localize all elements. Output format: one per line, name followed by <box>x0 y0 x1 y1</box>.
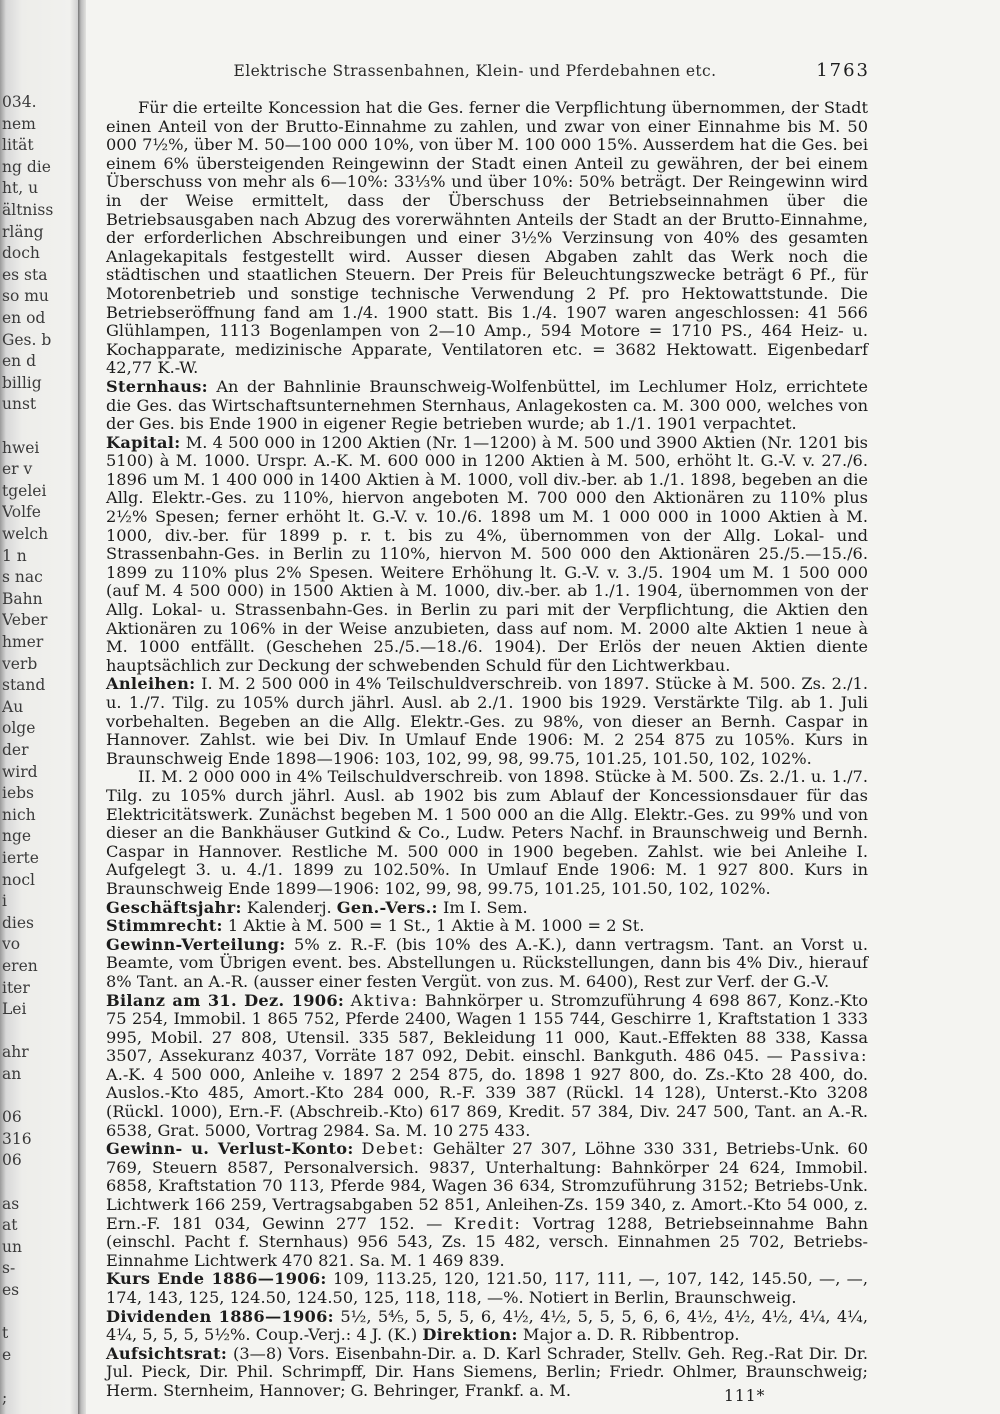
margin-fragment: iter <box>2 978 30 997</box>
margin-fragment: lität <box>2 136 34 155</box>
kapital-paragraph <box>106 434 868 676</box>
margin-fragment: t <box>2 1324 9 1343</box>
gewinn-verteilung-text: 5% z. R.-F. (bis 10% des A.-K.), dann vertragsm. Tant. an Vorst u. Beamte, vom Übrigen event. bes. Abstellungen u. Rückstellungen, dann bis 4% Div., hierauf 8% Tant. an A.-R. (ausser einer festen Vergüt. von zus. M. 6400), Rest zur Verf. der G.-V. <box>106 934 868 991</box>
signature-mark: 111* <box>724 1387 766 1405</box>
kapital-text: M. 4 500 000 in 1200 Aktien (Nr. 1—1200) à M. 500 und 3900 Aktien (Nr. 1201 bis 5100) à M. 1000. Urspr. A.-K. M. 600 000 in 1200 Aktien à M. 500, erhöht lt. G.-V. v. 27./6. 1896 um M. 1 400 000 in 1400 Aktien à M. 1000, voll div.-ber. ab 1./1. 1898, begeben an die Allg. Elektr.-Ges. zu 110%, hiervon angeboten M. 700 000 den Aktionären zu 110% plus 2½% Spesen; ferner erhöht lt. G.-V. v. 10./6. 1898 um M. 1 000 000 in 1000 Aktien à M. 1000, div.-ber. für 1899 p. r. t. bis zu 4%, übernommen von der Allg. Lokal- und Strassenbahn-Ges. in Berlin zu 110%, hiervon M. 500 000 den Aktionären 25./5.—15./6. 1899 zu 110% plus 2% Spesen. Weitere Erhöhung lt. G.-V. v. 3./5. 1904 um M. 1 500 000 (auf M. 4 500 000) in 1500 Aktien à M. 1000, div.-ber. ab 1./1. 1904, übernommen von der Allg. Lokal- u. Strassenbahn-Ges. in Berlin zu pari mit der Verpflichtung, die Aktien den Aktionären zu 106% in der Weise anzubieten, dass auf nom. M. 2000 alte Aktien 1 neue à M. 1000 entfällt. (Geschehen 25./5.—18./6. 1904). Der Erlös der neuen Aktien diente hauptsächlich zur Deckung der schwebenden Schuld für den Lichtwerkbau. <box>106 432 868 675</box>
kurs-text: 109, 113.25, 120, 121.50, 117, 111, —, 107, 142, 145.50, —, —, 174, 143, 125, 124.50, 124.50, 125, 118, 118, —%. Notiert in Berlin, Braunschweig. <box>106 1269 869 1307</box>
margin-fragment: billig <box>2 373 42 392</box>
margin-fragment: ng die <box>2 157 51 176</box>
margin-fragment: 1 n <box>2 546 27 565</box>
page-number: 1763 <box>816 60 870 81</box>
margin-fragment: er v <box>2 460 33 479</box>
geschaeftsjahr-paragraph <box>106 899 868 918</box>
anleihen-label: Anleihen: <box>106 674 196 694</box>
gewinn-verteilung-paragraph <box>106 936 868 992</box>
margin-fragment: olge <box>2 719 36 738</box>
stimmrecht-text: 1 Aktie à M. 500 = 1 St., 1 Aktie à M. 1000 = 2 St. <box>222 916 645 936</box>
guv-kredit-text: Vortrag 1288, Betriebseinnahme Bahn (einschl. Pacht f. Sternhaus) 956 543, Zs. 15 482, versch. Einnahmen 25 702, Betriebs-Einnahme Lichtwerk 470 821. Sa. M. 1 469 839. <box>106 1213 868 1270</box>
anleihen-text: I. M. 2 500 000 in 4% Teilschuldverschreib. von 1897. Stücke à M. 500. Zs. 2./1. u. 1./7. Tilg. zu 105% durch jährl. Ausl. ab 2./1. 1900 bis 1929. Verstärkte Tilg. ab 1. Juli vorbehalten. Begeben an die Allg. Elektr.-Ges. zu 98%, von dieser an Bernh. Caspar in Hannover. Zahlst. wie bei Div. In Umlauf Ende 1906: M. 2 254 875 zu 105%. Kurs in Braunschweig Ende 1898—1906: 103, 102, 99, 98, 99.75, 101.25, 101.50, 102, 102%. <box>106 674 868 768</box>
page-body <box>106 99 868 1401</box>
margin-fragment: rläng <box>2 222 44 241</box>
bilanz-aktiva-text: Bahnkörper u. Stromzuführung 4 698 867, Konz.-Kto 75 254, Immobil. 1 865 752, Pferde 2400, Wagen 1 155 744, Geschirre 1, Kraftstation 1 333 995, Mobil. 27 808, Utensil. 335 587, Bekleidung 11 000, Kaut.-Effekten 88 338, Kassa 3507, Assekuranz 4037, Vorräte 187 092, Debit. einschl. Bankguth. 486 045. — <box>106 990 868 1066</box>
geschaeftsjahr-text: Kalenderj. <box>241 897 337 917</box>
margin-fragment: e <box>2 1345 12 1364</box>
genvers-label: Gen.-Vers.: <box>336 897 438 917</box>
margin-fragment: un <box>2 1237 22 1256</box>
stimmrecht-label: Stimmrecht: <box>106 916 223 936</box>
margin-fragment: ältniss <box>2 201 54 219</box>
sternhaus-text: An der Bahnlinie Braunschweig-Wolfenbüttel, im Lechlumer Holz, errichtete die Ges. das Wirtschaftsunternehmen Sternhaus, Anlagekosten ca. M. 300 000, welches von der Ges. bis Ende 1900 in eigener Regie betrieben wurde; ab 1./1. 1901 verpachtet. <box>106 376 868 434</box>
margin-fragment: es sta <box>2 265 48 284</box>
bilanz-passiva-text: A.-K. 4 500 000, Anleihe v. 1897 2 254 875, do. 1898 1 927 800, do. Zs.-Kto 28 400, do. Auslos.-Kto 485, Amort.-Kto 284 000, R.-F. 339 387 (Rückl. 14 128), Unterst.-Kto 3208 (Rückl. 1000), Ern.-F. (Abschreib.-Kto) 617 869, Kredit. 57 384, Div. 247 500, Tant. an A.-R. 6538, Grat. 5000, Vortrag 2984. Sa. M. 10 275 433. <box>106 1064 868 1140</box>
margin-fragment: ht, u <box>2 179 39 198</box>
margin-fragment <box>2 1172 64 1192</box>
kurs-label: Kurs Ende 1886—1906: <box>106 1269 327 1289</box>
dividenden-text: 5½, 5⁴⁄₅, 5, 5, 5, 6, 4½, 4½, 5, 5, 5, 6, 6, 4½, 4½, 4½, 4¼, 4¼, 4¼, 5, 5, 5, 5½%. Coup.-Verj.: 4 J. (K.) <box>106 1306 868 1345</box>
margin-fragment: ahr <box>2 1043 29 1062</box>
margin-fragment: dies <box>2 913 35 932</box>
sternhaus-paragraph <box>106 378 868 434</box>
margin-fragment: eren <box>2 957 38 975</box>
stimmrecht-paragraph <box>106 917 868 936</box>
bilanz-label: Bilanz am 31. Dez. 1906: <box>106 990 345 1010</box>
margin-fragment: so mu <box>2 287 49 306</box>
guv-kredit-label: Kredit: <box>453 1213 522 1233</box>
margin-fragment: Lei <box>2 1000 27 1019</box>
gewinn-verlust-label: Gewinn- u. Verlust-Konto: <box>106 1139 354 1159</box>
bilanz-aktiva-label: Aktiva: <box>350 990 419 1010</box>
guv-debet-label: Debet: <box>361 1139 425 1159</box>
aufsichtsrat-text: (3—8) Vors. Eisenbahn-Dir. a. D. Karl Schrader, Stellv. Geh. Reg.-Rat Dir. Dr. Jul. Pieck, Dir. Phil. Schrimpff, Dir. Hans Siemens, Berlin; Friedr. Ohlmer, Braunschweig; Herm. Sternheim, Hannover; G. Behringer, Frankf. a. M. <box>106 1343 868 1400</box>
gewinn-verteilung-label: Gewinn-Verteilung: <box>106 934 286 954</box>
gewinn-verlust-paragraph <box>106 1140 868 1270</box>
margin-fragment <box>2 1366 64 1386</box>
intro-paragraph: Für die erteilte Koncession hat die Ges. ferner die Verpflichtung übernommen, der Stadt einen Anteil von der Brutto-Einnahme zu zahlen, und zwar von einer Einnahme bis M. 50 000 7½%, über M. 50—100 000 10%, von über M. 100 000 15%. Ausserdem hat die Ges. bei einem 6% übersteigenden Reingewinn der Stadt einen Anteil zu gewähren, der bei einem Überschuss von mehr als 6—10%: 33⅓% und über 10%: 50% beträgt. Der Reingewinn wird in der Weise ermittelt, dass der Überschuss der Betriebseinnahmen über die Betriebsausgaben nach Abzug des vorerwähnten Anteils der Stadt an der Brutto-Einnahme, der erforderlichen Abschreibungen und einer 3½% Verzinsung von 40% des gesamten Anlagekapitals festgestellt wird. Ausser diesen Abgaben zahlt das Werk noch die städtischen und staatlichen Steuern. Der Preis für Beleuchtungszwecke beträgt 6 Pf., für Motorenbetrieb und sonstige technische Verwendung 2 Pf. pro Hektowattstunde. Die Betriebseröffnung fand am 1./4. 1900 statt. Bis 1./4. 1907 waren angeschlossen: 41 566 Glühlampen, 1113 Bogenlampen von 2—10 Amp., 594 Motore = 1710 PS., 464 Heiz- u. Kochapparate, medizinische Apparate, Ventilatoren etc. = 3682 Hektowatt. Eigenbedarf 42,77 K.-W. <box>106 98 868 378</box>
margin-fragment: Veber <box>2 611 48 630</box>
sternhaus-label: Sternhaus: <box>106 376 208 396</box>
facing-page-margin <box>0 0 78 1414</box>
margin-fragment: 06 <box>2 1108 22 1127</box>
genvers-text: Im I. Sem. <box>437 897 528 917</box>
running-head: Elektrische Strassenbahnen, Klein- und Pferdebahnen etc. <box>233 62 717 80</box>
kurs-paragraph <box>106 1270 868 1307</box>
margin-fragment: at <box>2 1216 18 1235</box>
margin-fragment: 316 <box>2 1129 32 1148</box>
anleihen-paragraph <box>106 675 868 768</box>
margin-fragment: der <box>2 741 29 759</box>
margin-fragment: en d <box>2 352 37 371</box>
margin-fragment: doch <box>2 244 40 263</box>
margin-fragment: wird <box>2 762 38 781</box>
geschaeftsjahr-label: Geschäftsjahr: <box>106 897 242 917</box>
page-header <box>205 57 870 85</box>
margin-fragment: Au <box>2 697 24 716</box>
margin-fragment: ierte <box>2 849 39 867</box>
margin-fragment: nem <box>2 114 36 133</box>
margin-fragment: 034. <box>2 93 37 111</box>
margin-fragment: en od <box>2 309 46 327</box>
dividenden-label: Dividenden 1886—1906: <box>106 1306 334 1326</box>
guv-debet-text: Gehälter 27 307, Löhne 330 331, Betriebs-Unk. 60 769, Steuern 8587, Personalversich. 9837, Unterhaltung: Bahnkörper 24 624, Immobil. 6858, Kraftstation 70 113, Pferde 984, Wagen 36 634, Stromzuführung 3152; Betriebs-Unk. Lichtwerk 166 259, Vertragsabgaben 52 851, Anleihen-Zs. 159 340, z. Amort.-Kto 54 000, z. Ern.-F. 181 034, Gewinn 277 152. — <box>106 1139 869 1233</box>
kapital-label: Kapital: <box>106 432 181 452</box>
margin-fragment: es <box>2 1281 20 1299</box>
margin-fragment: s nac <box>2 568 43 587</box>
margin-fragment: as <box>2 1194 20 1213</box>
margin-fragment: s- <box>2 1259 16 1278</box>
bilanz-passiva-label: Passiva: <box>790 1046 868 1066</box>
margin-fragment: i <box>2 892 7 911</box>
margin-fragment: stand <box>2 676 46 695</box>
margin-fragment: nocl <box>2 870 35 889</box>
margin-fragment: an <box>2 1065 22 1083</box>
margin-fragment: hwei <box>2 438 40 457</box>
margin-fragment: iebs <box>2 784 35 803</box>
margin-fragment: Bahn <box>2 589 43 608</box>
margin-fragment <box>2 416 64 436</box>
margin-fragment: unst <box>2 395 37 414</box>
margin-fragment <box>2 1302 64 1322</box>
margin-fragment <box>2 1021 64 1041</box>
direktion-text: Major a. D. R. Ribbentrop. <box>517 1325 740 1345</box>
margin-fragment: Volfe <box>2 503 41 522</box>
margin-fragment: 06 <box>2 1151 22 1170</box>
margin-fragment <box>2 1086 64 1106</box>
margin-fragment: tgelei <box>2 481 47 500</box>
margin-fragment: nich <box>2 805 36 824</box>
margin-fragment: hmer <box>2 633 44 651</box>
margin-fragment: verb <box>2 654 38 673</box>
book-spine-shadow <box>78 0 86 1414</box>
margin-fragment: Ges. b <box>2 330 52 349</box>
direktion-label: Direktion: <box>422 1325 518 1345</box>
dividenden-paragraph <box>106 1308 868 1345</box>
margin-fragment: nge <box>2 827 32 846</box>
margin-fragment: welch <box>2 525 49 543</box>
anleihen-ii-paragraph: II. M. 2 000 000 in 4% Teilschuldverschreib. von 1898. Stücke à M. 500. Zs. 2./1. u. 1./7. Tilg. zu 105% durch jährl. Ausl. ab 1902 bis zum Ablauf der Koncessionsdauer für das Elektricitätswerk. Zunächst begeben M. 1 500 000 an die Allg. Elektr.-Ges. zu 99% und von dieser an die Bankhäuser Gutkind & Co., Ludw. Peters Nachf. in Braunschweig und Bernh. Caspar in Hannover. Restliche M. 500 000 in 1900 begeben. Zahlst. wie bei Anleihe I. Aufgelegt 3. u. 4./1. 1899 zu 102.50%. In Umlauf Ende 1906: M. 1 927 800. Kurs in Braunschweig Ende 1899—1906: 102, 99, 98, 99.75, 101.25, 101.50, 102, 102%. <box>106 767 868 898</box>
margin-fragment: ; <box>2 1389 8 1407</box>
margin-fragment: vo <box>2 935 21 954</box>
bilanz-paragraph <box>106 992 868 1141</box>
aufsichtsrat-label: Aufsichtsrat: <box>106 1343 228 1363</box>
